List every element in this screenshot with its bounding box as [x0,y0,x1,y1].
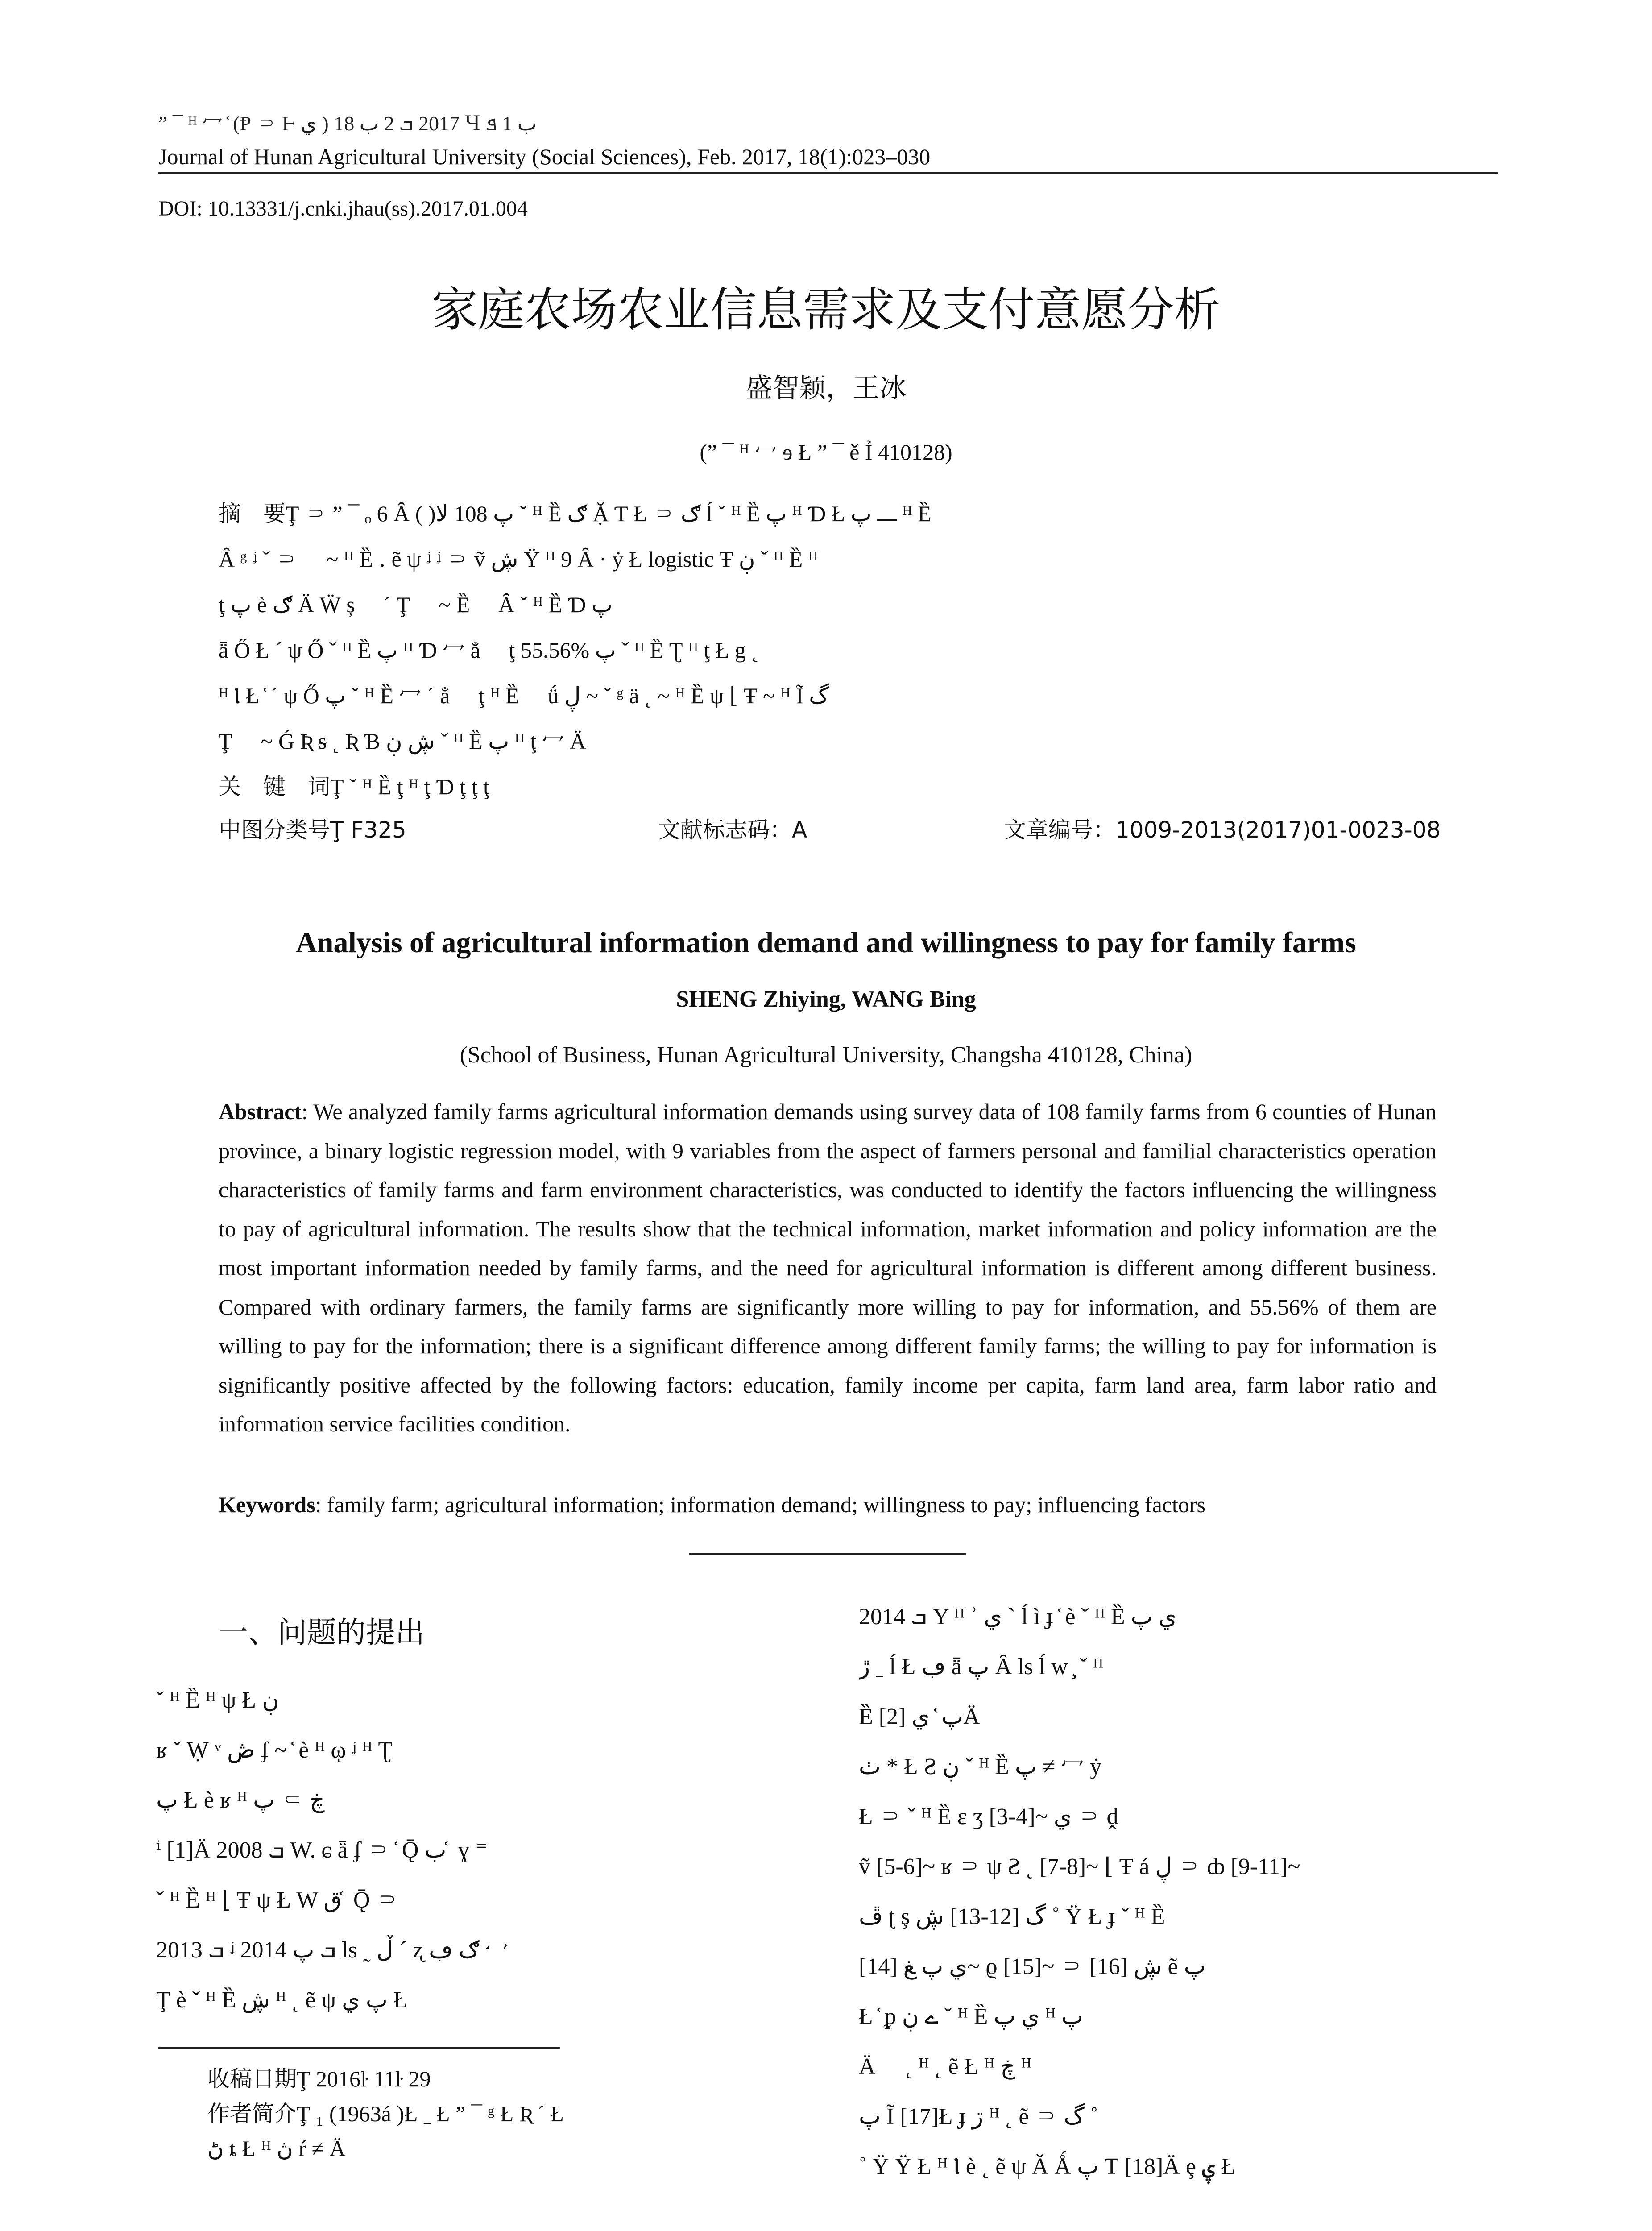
author-intro: 作者简介Ţ ₁ (1963á )Ł ˍ Ł ” ¯ ᵍ Ł Ʀ ´ Ł [207,2101,564,2126]
body-line: ⁱ [1]Ä 2008 ܒ W. ɕ ǟ ʄ ⸧ ᷾ Ǭ ب ᷾ ɣ ⁼ [156,1837,488,1863]
keywords-en-label: Keywords [219,1492,315,1517]
received-date: 收稿日期Ţ 2016ŀ 11ŀ 29 [207,2066,431,2091]
abstract-zh-label: 摘 要 [219,501,286,527]
body-right-column [859,1592,1501,2192]
doi: DOI: 10.13331/j.cnki.jhau(ss).2017.01.004 [158,197,528,220]
title-zh: 家庭农场农业信息需求及支付意愿分析 [431,282,1221,337]
abstract-zh-line: Ţ ⃞ ~ Ǵ Ʀ ᵴ ˛ Ʀ Ɓ ڜ ڹ ˇ ᴴ Ȅ پ ᴴ ţ ⼍ Ä [219,729,586,754]
clc-number: 中图分类号Ţ F325 [219,817,406,843]
abstract-en-label: Abstract [219,1099,302,1124]
body-line: Ł ᷾ ᵱ ے ڹ ˇ ᴴ Ȅ ي پ ᴴ پ [859,2004,1083,2029]
abstract-zh [219,491,1432,809]
body-line: ڦ ʈ ş گ [12-13] ڜ ˚ Ÿ Ł ɟ ˇ ᴴ Ȅ [859,1904,1165,1929]
body-line: Ł ⸧ ˇ ᴴ Ȅ ɛ ʒ [3-4]~ ي ⸧ ḓ [859,1804,1118,1829]
keywords-zh-line [219,764,1432,809]
body-line: Ä ⃞ ˛ ᴴ ˛ ẽ Ł ᴴ ڿ ᴴ [859,2054,1031,2079]
body-line: ڙ ˍ ĺ Ł ڢ ǟ پ Ȃ ls ĺ w ̧ ˇ ᴴ [859,1654,1104,1679]
journal-header-zh: ” ¯ ᴴ ⼍ ᷾ (Ᵽ ⸧ Ⱶ ي ) 2017 ܒ 2 ب 18 Ɥ ب 1 ܦ [158,112,537,135]
body-line: ʁ ˇ Ẉ ᵛ ڞ ʄ ~ ᷾ è ᴴ ῳ ᶨ ᴴ Ʈ [156,1738,393,1763]
journal-header-en: Journal of Hunan Agricultural University (Social Sciences), Feb. 2017, 18(1):023–030 [158,144,931,169]
keywords-zh-label: 关 键 词 [219,774,330,800]
abstract-zh-line: Ȃ ᵍ ᶨ ˇ ⸧ ⃞ ~ ᴴ Ȅ ․ ẽ ψ ᶨ ᶨ ⸧ ṽ ڜ Ÿ ᴴ 9 Ȃ · ẏ Ł logistic Ŧ ڹ ˇ ᴴ Ȅ ᴴ [219,547,818,572]
footnote [207,2061,564,2166]
body-line: 2014 ܒ Y ᴴ ʾ ي ˋ ĺ ì ɟ ᷾ è ˇ ᴴ Ȅ ي پ [859,1604,1177,1630]
keywords-en-text: : family farm; agricultural information; information demand; willingness to pay; influencing factors [315,1492,1205,1517]
abstract-zh-line: ǟ Ő Ł ´ ψ Ő ˇ ᴴ Ȅ پ ᴴ Ɗ ⼍ ẳ ⃞ ţ 55.56% پ ˇ ᴴ Ȅ Ʈ ᴴ ţ Ł g ˛ [219,638,759,663]
body-line: پ Ł è ʁ ᴴ ڿ ⸧ پ [156,1787,325,1813]
section-heading: 一、问题的提出 [219,1615,425,1650]
body-line: ˇ ᴴ Ȅ ᴴ ψ Ł ڹ ⃞ [156,1688,303,1713]
author-intro-cont: ڻ ȶ Ł ᴴ ڽ ŕ ≠ Ä [207,2136,346,2161]
footnote-rule [158,2047,560,2049]
keywords-zh-text: Ţ ˇ ᴴ Ȅ ţ ᴴ ţ Ɗ ţ ţ ţ [330,774,489,799]
abstract-en-text: : We analyzed family farms agricultural information demands using survey data of 108 family farms from 6 counties of Hunan province, a binary logistic regression model, with 9 variables from the aspect of farmers personal and familial characteristics operation characteristics of family farms and farm environment characteristics, was conducted to identify the factors influencing the willingness to pay of agricultural information. The results show that the technical information, market information and policy information are the most important information needed by family farms, and the need for agricultural information is different among different business. Compared with ordinary farmers, the family farms are significantly more willing to pay for information, and 55.56% of them are willing to pay for the information; there is a significant difference among different family farms; the willing to pay for information is significantly positive affected by the following factors: education, family income per capita, farm land area, farm labor ratio and information service facilities condition. [219,1099,1437,1436]
body-line: Ţ è ˇ ᴴ Ȅ ڜ ᴴ ˛ ẽ ψ پ ي Ł [156,1987,408,2013]
body-line: ṽ [5-6]~ ʁ ⸧ ψ Ƨ ˛ [7-8]~ ⌊ Ŧ á ڸ ⸧ ȸ [9-11]~ [859,1854,1300,1879]
abstract-en [219,1092,1437,1444]
document-code: 文献标志码：A [658,817,807,843]
article-number: 文章编号：1009-2013(2017)01-0023-08 [1004,817,1441,843]
body-left-column [156,1675,790,2025]
affiliation-en: (School of Business, Hunan Agricultural University, Changsha 410128, China) [460,1042,1192,1068]
authors-zh: 盛智颖，王冰 [745,373,907,404]
body-line: ˚ Ÿ Ÿ Ł ᴴ Ⲓ è ˛ ẽ ψ Ǎ Ǻ پ Ƭ [18]Ä ȩ ۑ Ł [859,2154,1236,2179]
abstract-zh-text: Ţ ⸧ ” ¯ ₒ 6 Ȃ ( )پ 108 ﻻ ˇ ᴴ Ȅ ګ Ặ Ƭ Ł ⸧ ګ ĺ ˇ ᴴ Ȅ پ ᴴ Ɗ Ł ـــ پ ᴴ Ȅ [286,501,932,526]
body-line: پ Ĩ [17]Ł ɟ ڗ ᴴ ˛ ẽ ⸧ گ ˚ [859,2104,1098,2129]
body-line: ˇ ᴴ Ȅ ᴴ ⌊ Ŧ ψ Ł W ق ᷾ Ǭ ⸧ [156,1887,399,1913]
body-line: ي پ ﻎ [14]~ ϱ [15]~ ⸧ [16] ڜ ẽ پ [859,1954,1206,1979]
authors-en: SHENG Zhiying, WANG Bing [676,987,976,1012]
title-en: Analysis of agricultural information demand and willingness to pay for family farms [296,926,1356,959]
header-rule [158,172,1498,174]
body-line: Ȅ پ ᷾ ي [2]Ä [859,1704,980,1729]
affiliation-zh: (” ¯ ᴴ ⼍ ɘ Ł ” ¯ ě Ỉ 410128) [700,440,952,464]
section-separator [689,1553,966,1555]
body-line: 2013 ܒ ᶨ 2014 ܒ پ ls ˷ ڵ ´ ʐ ګ ڢ ⼍ [156,1937,509,1963]
abstract-zh-line: ţ پ è ګ Ä Ẅ ș ⃞ ´ Ţ ⸧ ~ Ȅ ⸧ Ȃ ˇ ᴴ Ȅ Ɗ پ [219,592,613,617]
abstract-zh-line [219,491,1432,536]
abstract-zh-line: ᴴ Ⲓ Ł ᷾ ´ ψ Ő پ ˇ ᴴ Ȅ ⼍ ´ ẳ ⃞ ţ ᴴ Ȅ ⸧ ǘ ڸ ~ ˇ ᵍ ä ˛ ~ ᴴ Ȅ ψ ⌊ Ŧ ~ ᴴ Ĩ گ [219,683,829,708]
body-line: ٺ * Ł Ƨ ڹ ˇ ᴴ Ȅ پ ≠ ⼍ ẏ [859,1754,1102,1779]
keywords-en [219,1492,1437,1518]
